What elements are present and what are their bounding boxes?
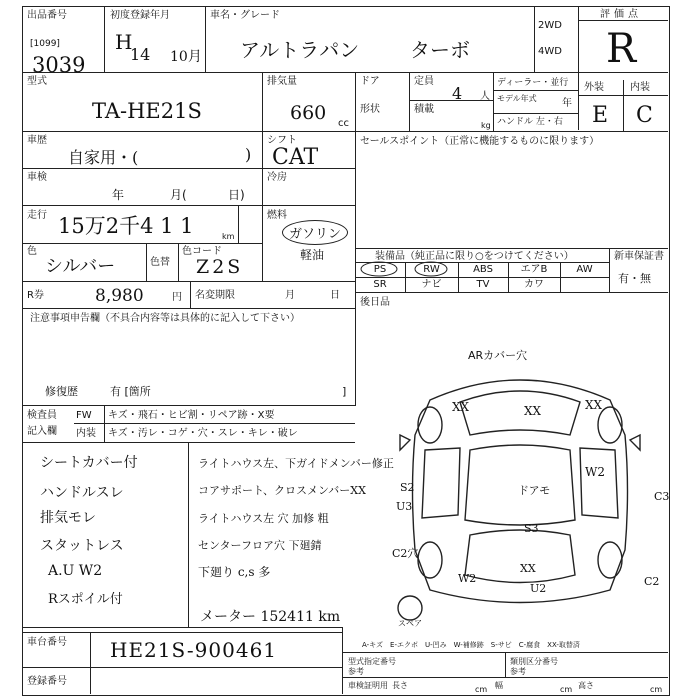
note-left-6: Rスポイル付 — [48, 592, 123, 607]
mark-14: C2 — [644, 575, 660, 588]
equipment-circle-marks — [355, 258, 475, 282]
name-grade-label: 車名・グレード — [210, 10, 280, 21]
warranty-value: 有・無 — [618, 272, 651, 285]
capacity-value: 4 — [452, 84, 463, 103]
inspector-interior-text: キズ・汚レ・コゲ・穴・スレ・キレ・破レ — [108, 428, 298, 439]
note-right-2: コアサポート、クロスメンバーXX — [198, 484, 366, 497]
equipment-sr: SR — [373, 279, 387, 290]
mark-4: W2 — [585, 465, 605, 479]
length-label: 長さ — [392, 681, 408, 690]
repair-close: ] — [342, 385, 347, 398]
recycle-unit: 円 — [172, 292, 182, 303]
mark-11: W2 — [458, 572, 477, 585]
drive-4wd: 4WD — [538, 46, 562, 57]
lot-number: 3039 — [32, 53, 86, 77]
width-label: 幅 — [495, 681, 503, 690]
mark-10: C2穴 — [392, 547, 419, 560]
note-right-1: ライトハウス左、下ガイドメンバー修正 — [198, 457, 394, 470]
lot-number-label: 出品番号 — [27, 10, 67, 21]
shift-label: シフト — [267, 135, 297, 146]
mark-2: XX — [524, 404, 542, 418]
recycle-label: R券 — [27, 290, 44, 301]
ac-label: 冷房 — [267, 172, 287, 183]
load-label: 積載 — [414, 104, 434, 115]
registration-era: H — [115, 30, 133, 54]
displacement-label: 排気量 — [267, 76, 297, 87]
mark-9: S3 — [524, 522, 539, 535]
capacity-unit: 人 — [480, 91, 490, 102]
inspection-day: 日) — [228, 188, 245, 202]
expiry-day: 日 — [330, 290, 340, 301]
displacement-unit: cc — [338, 118, 349, 129]
fuel-diesel: 軽油 — [300, 248, 325, 262]
equipment-aw: AW — [576, 264, 593, 275]
mark-1: XX — [452, 400, 470, 414]
inspector-fw-text: キズ・飛石・ヒビ割・リペア跡・X要 — [108, 410, 275, 421]
category-label: 類別区分番号 — [510, 657, 558, 666]
history-close: ) — [245, 145, 252, 164]
model-value: TA-HE21S — [92, 99, 202, 123]
fuel-label: 燃料 — [267, 210, 287, 221]
color-change-label: 色替 — [150, 257, 170, 268]
equipment-tv: TV — [476, 279, 490, 290]
color-label: 色 — [27, 246, 37, 257]
length-unit: cm — [475, 685, 488, 694]
note-left-5: A.U W2 — [48, 563, 103, 579]
lot-code: [1099] — [30, 39, 60, 49]
shape-label: 形状 — [360, 104, 380, 115]
recycle-value: 8,980 — [95, 286, 144, 306]
equipment-airbag: エアB — [520, 264, 548, 275]
inspector-label-top: 検査員 — [27, 410, 57, 421]
rating-value: R — [606, 26, 637, 72]
cert-label: 車検証明用 — [348, 681, 388, 690]
inspector-fw-prefix: FW — [76, 410, 92, 421]
equipment-navi: ナビ — [421, 279, 442, 290]
interior-label: 内装 — [630, 82, 650, 93]
capacity-label: 定員 — [414, 76, 434, 87]
shift-value: CAT — [272, 145, 319, 170]
note-right-5: 下廻り c,s 多 — [198, 565, 271, 579]
mark-5: S2 — [400, 481, 415, 494]
model-label: 型式 — [27, 76, 47, 87]
height-label: 高さ — [578, 681, 594, 690]
color-code-label: 色コード — [182, 246, 222, 257]
repair-label: 修復歴 — [45, 385, 78, 398]
equipment-label: 装備品（純正品に限り○をつけてください） — [375, 251, 574, 262]
expiry-label: 名変期限 — [195, 290, 235, 301]
repair-value: 有 [箇所 — [110, 385, 151, 398]
mileage-value: 15万2千4 1 1 — [58, 214, 194, 238]
inspector-interior-prefix: 内装 — [76, 428, 96, 439]
doors-label: ドア — [360, 76, 380, 87]
mark-12: U2 — [530, 582, 547, 595]
mark-6: U3 — [396, 500, 413, 513]
interior-grade: C — [636, 103, 653, 128]
drive-2wd: 2WD — [538, 20, 562, 31]
car-name: アルトラパン — [240, 38, 360, 62]
color-code-value: Z2S — [196, 256, 244, 278]
spare-label: スペア — [398, 619, 422, 628]
note-left-3: 排気モレ — [40, 510, 96, 526]
mark-13: XX — [520, 562, 536, 575]
width-unit: cm — [560, 685, 573, 694]
equipment-rw: RW — [423, 264, 440, 275]
sales-point-label: セールスポイント（正常に機能するものに限ります） — [360, 136, 600, 147]
registration-month: 10月 — [170, 49, 202, 65]
expiry-month: 月 — [285, 290, 295, 301]
notes-label: 注意事項申告欄（不具合内容等は具体的に記入して下さい） — [30, 313, 300, 324]
rear-seat-label: 後日品 — [360, 297, 390, 308]
chassis-value: HE21S-900461 — [110, 638, 278, 662]
note-left-4: スタットレス — [40, 538, 124, 554]
year-unit: 年 — [562, 98, 572, 109]
note-right-6: メーター 152411 km — [200, 609, 341, 625]
exterior-label: 外装 — [584, 82, 604, 93]
height-unit: cm — [650, 685, 663, 694]
diagram-top-label: ARカバー穴 — [468, 349, 528, 362]
warranty-label: 新車保証書 — [614, 251, 664, 262]
model-year-label: モデル年式 — [497, 94, 537, 103]
registration-year: 14 — [130, 45, 151, 64]
inspection-label: 車検 — [27, 172, 47, 183]
mark-3: XX — [585, 398, 603, 412]
type-label: 型式指定番号 — [348, 657, 396, 666]
note-left-1: シートカバー付 — [40, 455, 138, 471]
load-unit: kg — [481, 121, 491, 130]
displacement-value: 660 — [290, 102, 327, 124]
mark-8: C3 — [654, 490, 670, 503]
damage-legend: A-キズ E-エクボ U-凹み W-補修跡 S-サビ C-腐食 XX-取替済 — [362, 641, 580, 649]
mark-7: ドアモ — [518, 484, 551, 497]
rating-label: 評価点 — [600, 9, 642, 20]
chassis-label: 車台番号 — [27, 637, 67, 648]
mileage-label: 走行 — [27, 210, 47, 221]
inspection-month: 月( — [170, 188, 187, 202]
grade: ターボ — [410, 38, 470, 62]
note-right-3: ライトハウス左 穴 加修 粗 — [198, 512, 329, 525]
registration-label: 登録番号 — [27, 676, 67, 687]
equipment-abs: ABS — [473, 264, 493, 275]
color-value: シルバー — [45, 256, 116, 277]
type-reference: 参考 — [348, 667, 364, 676]
note-left-2: ハンドルスレ — [40, 485, 124, 501]
equipment-leather: カワ — [524, 279, 544, 290]
handle-label: ハンドル 左・右 — [497, 117, 563, 127]
fuel-value: ガソリン — [282, 220, 348, 245]
first-registration-label: 初度登録年月 — [110, 10, 170, 21]
mileage-unit: km — [222, 232, 235, 241]
equipment-ps: PS — [373, 264, 387, 275]
inspection-year: 年 — [112, 188, 125, 202]
inspector-label-bottom: 記入欄 — [27, 426, 57, 437]
history-label: 車歴 — [27, 135, 47, 146]
history-value: 自家用・( — [68, 148, 139, 167]
dealer-label: ディーラー・並行 — [497, 78, 569, 88]
exterior-grade: E — [592, 103, 609, 128]
note-right-4: センターフロア穴 下廻錆 — [198, 539, 322, 552]
category-reference: 参考 — [510, 667, 526, 676]
